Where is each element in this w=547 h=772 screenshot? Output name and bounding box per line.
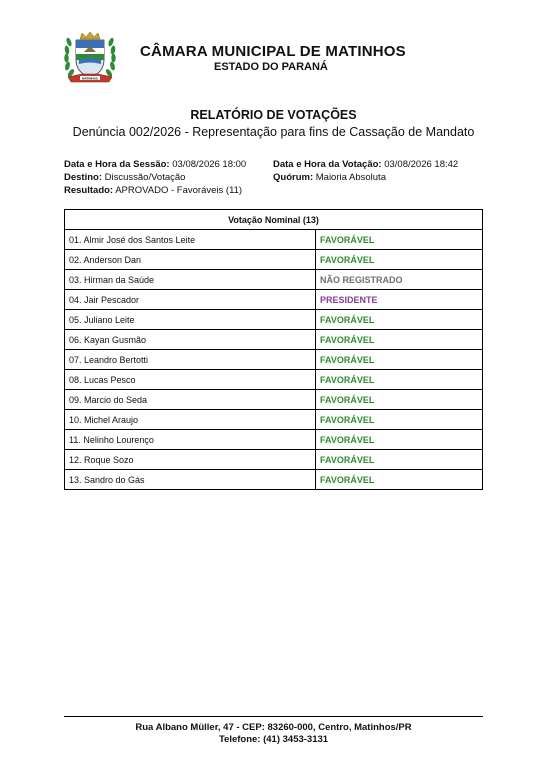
vote-status: FAVORÁVEL [316,450,483,470]
meta-right [273,158,458,184]
vote-status: FAVORÁVEL [316,430,483,450]
quorum-label: Quórum: [273,172,314,183]
report-title: RELATÓRIO DE VOTAÇÕES [190,108,357,122]
councillor-name: 11. Nelinho Lourenço [65,430,316,450]
table-row [65,390,483,410]
quorum-value: Maioria Absoluta [315,172,386,183]
vote-datetime [273,158,458,171]
table-row [65,270,483,290]
table-row [65,310,483,330]
councillor-name: 02. Anderson Dan [65,250,316,270]
quorum [273,171,458,184]
table-row [65,290,483,310]
vote-datetime-label: Data e Hora da Votação: [273,159,382,170]
vote-status: FAVORÁVEL [316,410,483,430]
organization-name: CÂMARA MUNICIPAL DE MATINHOS [140,43,406,60]
document-header [62,30,482,88]
nominal-votes-table [64,209,483,490]
table-row [65,230,483,250]
svg-text:MATINHOS: MATINHOS [82,76,98,81]
footer-address: Rua Albano Müller, 47 - CEP: 83260-000, Centro, Matinhos/PR [135,722,412,733]
table-row [65,470,483,490]
table-row [65,330,483,350]
footer-phone: Telefone: (41) 3453-3131 [218,734,329,745]
destination [64,171,246,184]
vote-status: FAVORÁVEL [316,390,483,410]
vote-status: FAVORÁVEL [316,370,483,390]
destination-value: Discussão/Votação [104,172,186,183]
councillor-name: 06. Kayan Gusmão [65,330,316,350]
table-row [65,370,483,390]
session-datetime-value: 03/08/2026 18:00 [172,159,247,170]
vote-datetime-value: 03/08/2026 18:42 [384,159,459,170]
result-value: APROVADO - Favoráveis (11) [115,185,243,196]
councillor-name: 13. Sandro do Gás [65,470,316,490]
councillor-name: 04. Jair Pescador [65,290,316,310]
councillor-name: 05. Juliano Leite [65,310,316,330]
vote-status: NÃO REGISTRADO [316,270,483,290]
table-row [65,430,483,450]
footer-divider [64,716,483,717]
councillor-name: 07. Leandro Bertotti [65,350,316,370]
table-row [65,350,483,370]
destination-label: Destino: [64,172,102,183]
municipal-crest-icon [62,30,118,86]
votes-table-header: Votação Nominal (13) [65,210,483,230]
councillor-name: 01. Almir José dos Santos Leite [65,230,316,250]
vote-status: FAVORÁVEL [316,310,483,330]
vote-status: FAVORÁVEL [316,470,483,490]
result [64,184,246,197]
report-subtitle: Denúncia 002/2026 - Representação para fins de Cassação de Mandato [72,125,475,139]
table-row [65,450,483,470]
organization-state: ESTADO DO PARANÁ [214,61,328,73]
councillor-name: 03. Hirman da Saúde [65,270,316,290]
councillor-name: 10. Michel Araujo [65,410,316,430]
result-label: Resultado: [64,185,114,196]
vote-status: FAVORÁVEL [316,250,483,270]
vote-status: FAVORÁVEL [316,330,483,350]
councillor-name: 12. Roque Sozo [65,450,316,470]
session-datetime-label: Data e Hora da Sessão: [64,159,170,170]
councillor-name: 08. Lucas Pesco [65,370,316,390]
meta-left [64,158,246,197]
vote-status: PRESIDENTE [316,290,483,310]
session-datetime [64,158,246,171]
vote-status: FAVORÁVEL [316,350,483,370]
table-row [65,250,483,270]
vote-status: FAVORÁVEL [316,230,483,250]
councillor-name: 09. Marcio do Seda [65,390,316,410]
table-row [65,410,483,430]
